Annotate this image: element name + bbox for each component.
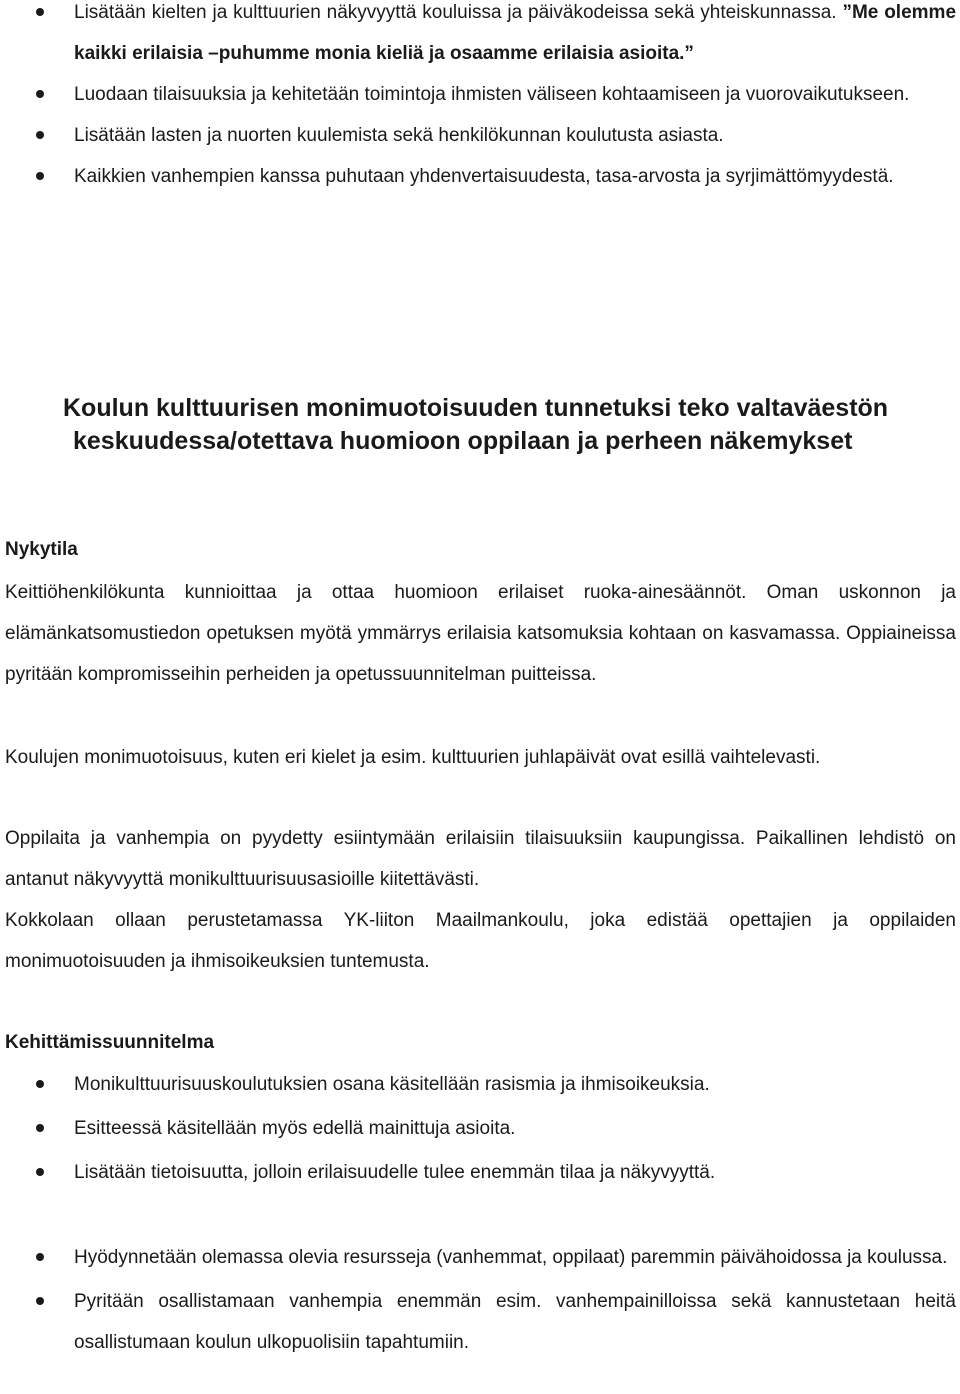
bullet-text: Monikulttuurisuuskoulutuksien osana käsitellään rasismia ja ihmisoikeuksia. bbox=[74, 1074, 710, 1095]
list-item bbox=[0, 1237, 956, 1278]
list-item bbox=[0, 156, 956, 197]
development-bullet-list-b bbox=[0, 1237, 956, 1363]
kehittamis-heading: Kehittämissuunnitelma bbox=[5, 1032, 215, 1053]
bullet-text: Esitteessä käsitellään myös edellä mainittuja asioita. bbox=[74, 1118, 516, 1139]
list-item bbox=[0, 74, 956, 115]
paragraph: Keittiöhenkilökunta kunnioittaa ja ottaa huomioon erilaiset ruoka-ainesäännöt. Oman uskonnon ja elämänkatsomustiedon opetuksen myötä ymmärrys erilaisia katsomuksia kohtaan on kasvamassa. Oppiaineissa pyritään kompromisseihin perheiden ja opetussuunnitelman puitteissa. bbox=[5, 582, 956, 685]
bullet-text: Luodaan tilaisuuksia ja kehitetään toimintoja ihmisten väliseen kohtaamiseen ja vuorovaikutukseen. bbox=[74, 84, 910, 105]
bullet-text: Lisätään kielten ja kulttuurien näkyvyyttä kouluissa ja päiväkodeissa sekä yhteiskunnassa. bbox=[74, 2, 843, 23]
bullet-text: Lisätään tietoisuutta, jolloin erilaisuudelle tulee enemmän tilaa ja näkyvyyttä. bbox=[74, 1162, 716, 1183]
list-item bbox=[0, 1108, 956, 1149]
paragraph: Kokkolaan ollaan perustetamassa YK-liiton Maailmankoulu, joka edistää opettajien ja oppilaiden monimuotoisuuden ja ihmisoikeuksien tuntemusta. bbox=[5, 910, 956, 972]
list-item bbox=[0, 1064, 956, 1105]
nykytila-heading: Nykytila bbox=[5, 539, 78, 560]
bullet-text: Hyödynnetään olemassa olevia resursseja (vanhemmat, oppilaat) paremmin päivähoidossa ja koulussa. bbox=[74, 1247, 948, 1268]
bullet-text: Kaikkien vanhempien kanssa puhutaan yhdenvertaisuudesta, tasa-arvosta ja syrjimättömyydestä. bbox=[74, 166, 894, 187]
list-item bbox=[0, 1281, 956, 1363]
bullet-quote: ”Me olemme kaikki erilaisia –puhumme monia kieliä ja osaamme erilaisia asioita.” bbox=[74, 2, 957, 64]
section-title: Koulun kulttuurisen monimuotoisuuden tunnetuksi teko valtaväestön keskuudessa/otettava huomioon oppilaan ja perheen näkemykset bbox=[63, 394, 889, 455]
paragraph: Koulujen monimuotoisuus, kuten eri kielet ja esim. kulttuurien juhlapäivät ovat esillä vaihtelevasti. bbox=[5, 747, 821, 768]
paragraph: Oppilaita ja vanhempia on pyydetty esiintymään erilaisiin tilaisuuksiin kaupungissa. Paikallinen lehdistö on antanut näkyvyyttä monikulttuurisuusasioille kiitettävästi. bbox=[5, 828, 956, 890]
section-heading bbox=[5, 392, 955, 458]
development-bullet-list-a bbox=[0, 1064, 956, 1193]
bullet-text: Pyritään osallistamaan vanhempia enemmän esim. vanhempainilloissa sekä kannustetaan heitä osallistumaan koulun ulkopuolisiin tapahtumiin. bbox=[74, 1291, 956, 1353]
bullet-text: Lisätään lasten ja nuorten kuulemista sekä henkilökunnan koulutusta asiasta. bbox=[74, 125, 724, 146]
list-item bbox=[0, 115, 956, 156]
section-number bbox=[5, 392, 63, 425]
top-bullet-list bbox=[0, 0, 956, 197]
list-item bbox=[0, 0, 956, 74]
list-item bbox=[0, 1152, 956, 1193]
